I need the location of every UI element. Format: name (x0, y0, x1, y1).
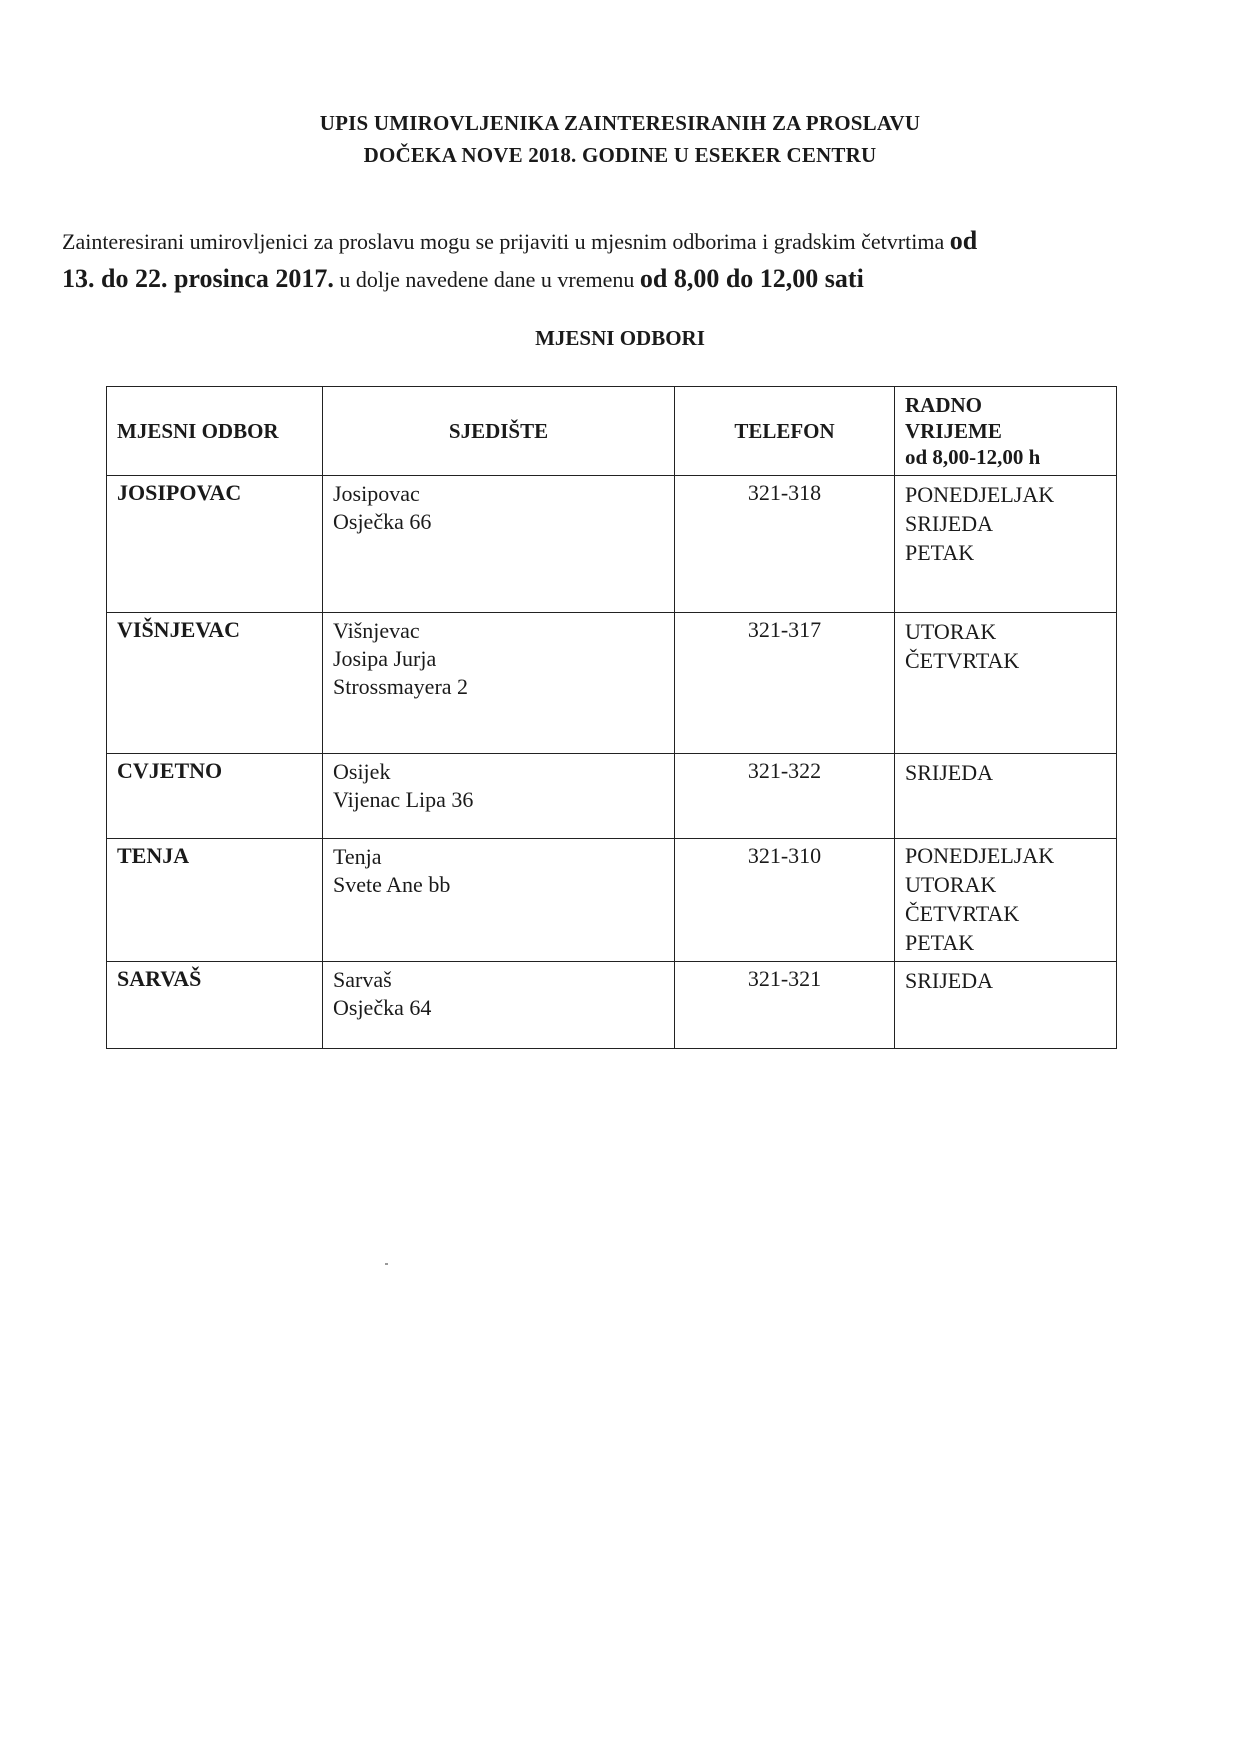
intro-text: Zainteresirani umirovljenici za proslavu mogu se prijaviti u mjesnim odborima i gradskim četvrtima (62, 229, 950, 254)
row-phone: 321-322 (675, 754, 895, 839)
day-item: UTORAK (905, 619, 997, 644)
seat-line: Svete Ane bb (333, 872, 451, 897)
seat-line: Josipa Jurja (333, 646, 437, 671)
day-item: PONEDJELJAK (905, 482, 1055, 507)
seat-line: Josipovac (333, 481, 420, 506)
seat-line: Strossmayera 2 (333, 674, 469, 699)
intro-bold-od: od (949, 226, 978, 255)
row-name: TENJA (107, 839, 323, 962)
row-name: CVJETNO (107, 754, 323, 839)
table-row (107, 839, 1117, 962)
table-header-row (107, 387, 1117, 476)
seat-line: Sarvaš (333, 967, 392, 992)
day-item: SRIJEDA (905, 760, 994, 785)
row-phone: 321-310 (675, 839, 895, 962)
row-phone: 321-318 (675, 476, 895, 613)
scan-speck (385, 1263, 388, 1265)
row-seat (323, 962, 675, 1049)
row-phone: 321-321 (675, 962, 895, 1049)
day-item: PONEDJELJAK (905, 843, 1055, 868)
header-seat: SJEDIŠTE (323, 387, 675, 476)
header-hours (895, 387, 1117, 476)
seat-line: Tenja (333, 844, 382, 869)
day-item: ČETVRTAK (905, 648, 1020, 673)
intro-text-middle: u dolje navedene dane u vremenu (333, 267, 640, 292)
row-seat (323, 839, 675, 962)
row-days (895, 839, 1117, 962)
intro-time-range: od 8,00 do 12,00 sati (639, 264, 864, 293)
day-item: PETAK (905, 930, 975, 955)
document-title-line2: DOČEKA NOVE 2018. GODINE U ESEKER CENTRU (363, 143, 877, 167)
document-title-line1: UPIS UMIROVLJENIKA ZAINTERESIRANIH ZA PROSLAVU (319, 111, 921, 135)
intro-paragraph-line2 (62, 264, 1192, 294)
row-seat (323, 754, 675, 839)
header-name: MJESNI ODBOR (107, 387, 323, 476)
seat-line: Osijek (333, 759, 391, 784)
intro-paragraph-line1 (62, 226, 1192, 256)
table-row (107, 613, 1117, 754)
row-phone: 321-317 (675, 613, 895, 754)
day-item: UTORAK (905, 872, 997, 897)
seat-line: Osječka 64 (333, 995, 432, 1020)
day-item: SRIJEDA (905, 968, 994, 993)
header-hours-line3: od 8,00-12,00 h (905, 445, 1041, 469)
row-name: VIŠNJEVAC (107, 613, 323, 754)
table-row (107, 754, 1117, 839)
day-item: SRIJEDA (905, 511, 994, 536)
day-item: ČETVRTAK (905, 901, 1020, 926)
row-seat (323, 476, 675, 613)
row-days (895, 476, 1117, 613)
section-title: MJESNI ODBORI (535, 326, 705, 350)
header-hours-line1: RADNO (905, 393, 982, 417)
seat-line: Višnjevac (333, 618, 420, 643)
row-days (895, 613, 1117, 754)
header-hours-line2: VRIJEME (905, 419, 1002, 443)
seat-line: Osječka 66 (333, 509, 432, 534)
row-days (895, 962, 1117, 1049)
row-name: SARVAŠ (107, 962, 323, 1049)
row-name: JOSIPOVAC (107, 476, 323, 613)
day-item: PETAK (905, 540, 975, 565)
header-phone: TELEFON (675, 387, 895, 476)
row-seat (323, 613, 675, 754)
table-row (107, 476, 1117, 613)
row-days (895, 754, 1117, 839)
mjesni-odbori-table (106, 386, 1117, 1049)
table-row (107, 962, 1117, 1049)
seat-line: Vijenac Lipa 36 (333, 787, 474, 812)
intro-date-range: 13. do 22. prosinca 2017. (62, 264, 334, 293)
